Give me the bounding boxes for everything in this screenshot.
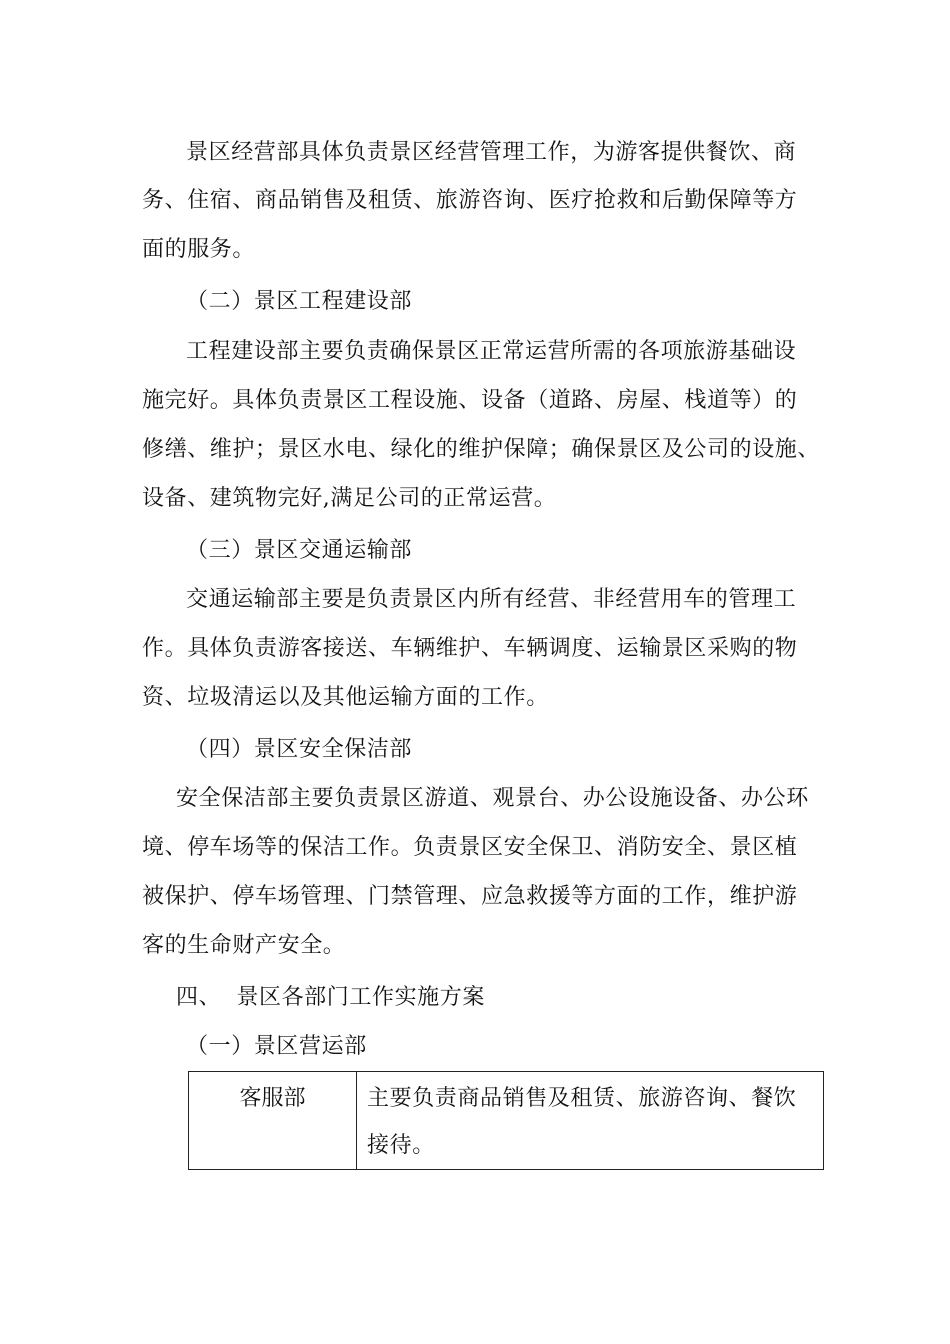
table-row [189, 1072, 824, 1170]
heading-engineering-dept: （二）景区工程建设部 [186, 289, 413, 314]
paragraph-4-line-2: 境、停车场等的保洁工作。负责景区安全保卫、消防安全、景区植 [142, 835, 798, 860]
subheading-operations-dept: （一）景区营运部 [186, 1034, 367, 1059]
paragraph-4-line-1: 安全保洁部主要负责景区游道、观景台、办公设施设备、办公环 [176, 786, 809, 811]
paragraph-1-line-3: 面的服务。 [142, 237, 256, 262]
paragraph-3-line-2: 作。具体负责游客接送、车辆维护、车辆调度、运输景区采购的物 [142, 636, 798, 661]
duties-cell: 主要负责商品销售及租赁、旅游咨询、餐饮接待。 [357, 1072, 824, 1170]
heading-safety-cleaning-dept: （四）景区安全保洁部 [186, 737, 413, 762]
paragraph-3-line-1: 交通运输部主要是负责景区内所有经营、非经营用车的管理工 [186, 587, 797, 612]
heading-transport-dept: （三）景区交通运输部 [186, 538, 413, 563]
paragraph-3-line-3: 资、垃圾清运以及其他运输方面的工作。 [142, 685, 549, 710]
paragraph-2-line-2: 施完好。具体负责景区工程设施、设备（道路、房屋、栈道等）的 [142, 388, 798, 413]
paragraph-1-line-1: 景区经营部具体负责景区经营管理工作，为游客提供餐饮、商 [186, 140, 797, 165]
paragraph-1-line-2: 务、住宿、商品销售及租赁、旅游咨询、医疗抢救和后勤保障等方 [142, 188, 798, 213]
paragraph-2-line-4: 设备、建筑物完好,满足公司的正常运营。 [142, 486, 557, 511]
section-4-heading: 四、 景区各部门工作实施方案 [176, 985, 485, 1010]
paragraph-2-line-1: 工程建设部主要负责确保景区正常运营所需的各项旅游基础设 [186, 339, 797, 364]
paragraph-4-line-4: 客的生命财产安全。 [142, 933, 346, 958]
department-duties-table [188, 1071, 824, 1170]
department-cell: 客服部 [189, 1072, 357, 1170]
paragraph-2-line-3: 修缮、维护；景区水电、绿化的维护保障；确保景区及公司的设施、 [142, 437, 821, 462]
paragraph-4-line-3: 被保护、停车场管理、门禁管理、应急救援等方面的工作，维护游 [142, 884, 798, 909]
